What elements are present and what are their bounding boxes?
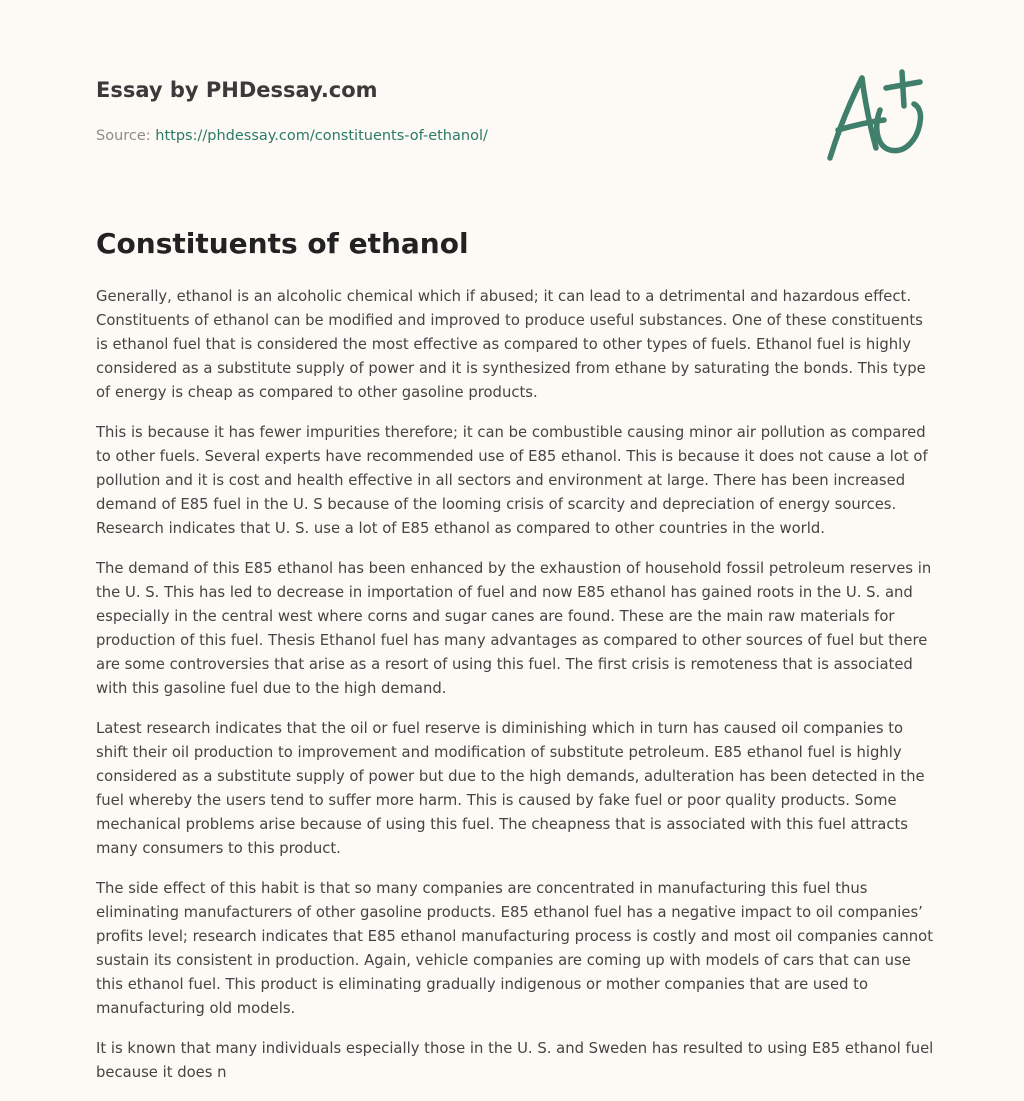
- essay-paragraph: This is because it has fewer impurities therefore; it can be combustible causing minor air pollution as compared to other fuels. Several experts have recommended use of E85 ethanol. This is because it does not cause a lot of pollution and it is cost and health effective in all sectors and environment at large. There has been increased demand of E85 fuel in the U. S because of the looming crisis of scarcity and depreciation of energy sources. Research indicates that U. S. use a lot of E85 ethanol as compared to other countries in the world.: [96, 424, 928, 537]
- essay-header: [96, 76, 696, 146]
- site-brand: Essay by PHDessay.com: [96, 78, 378, 102]
- a-plus-grade-logo-icon: [818, 66, 934, 170]
- source-link[interactable]: https://phdessay.com/constituents-of-ethanol/: [155, 128, 488, 144]
- essay-paragraph: The demand of this E85 ethanol has been enhanced by the exhaustion of household fossil petroleum reserves in the U. S. This has led to decrease in importation of fuel and now E85 ethanol has gained roots in the U. S. and especially in the central west where corns and sugar canes are found. These are the main raw materials for production of this fuel. Thesis Ethanol fuel has many advantages as compared to other sources of fuel but there are some controversies that arise as a resort of using this fuel. The first crisis is remoteness that is associated with this gasoline fuel due to the high demand.: [96, 560, 932, 697]
- source-line: [96, 126, 696, 146]
- essay-paragraph: The side effect of this habit is that so many companies are concentrated in manufacturing this fuel thus eliminating manufacturers of other gasoline products. E85 ethanol fuel has a negative impact to oil companies’ profits level; research indicates that E85 ethanol manufacturing process is costly and most oil companies cannot sustain its consistent in production. Again, vehicle companies are coming up with models of cars that can use this ethanol fuel. This product is eliminating gradually indigenous or mother companies that are used to manufacturing old models.: [96, 880, 934, 1017]
- essay-paragraph: Latest research indicates that the oil or fuel reserve is diminishing which in turn has caused oil companies to shift their oil production to improvement and modification of substitute petroleum. E85 ethanol fuel is highly considered as a substitute supply of power but due to the high demands, adulteration has been detected in the fuel whereby the users tend to suffer more harm. This is caused by fake fuel or poor quality products. Some mechanical problems arise because of using this fuel. The cheapness that is associated with this fuel attracts many consumers to this product.: [96, 720, 925, 857]
- essay-paragraph: It is known that many individuals especially those in the U. S. and Sweden has resulted to using E85 ethanol fuel because it does n: [96, 1040, 934, 1081]
- essay-title: Constituents of ethanol: [96, 227, 469, 260]
- essay-body: [96, 285, 936, 1101]
- essay-paragraph: Generally, ethanol is an alcoholic chemical which if abused; it can lead to a detrimental and hazardous effect. Constituents of ethanol can be modified and improved to produce useful substances. One of these constituents is ethanol fuel that is considered the most effective as compared to other types of fuels. Ethanol fuel is highly considered as a substitute supply of power and it is synthesized from ethane by saturating the bonds. This type of energy is cheap as compared to other gasoline products.: [96, 288, 926, 401]
- source-label: Source:: [96, 128, 156, 144]
